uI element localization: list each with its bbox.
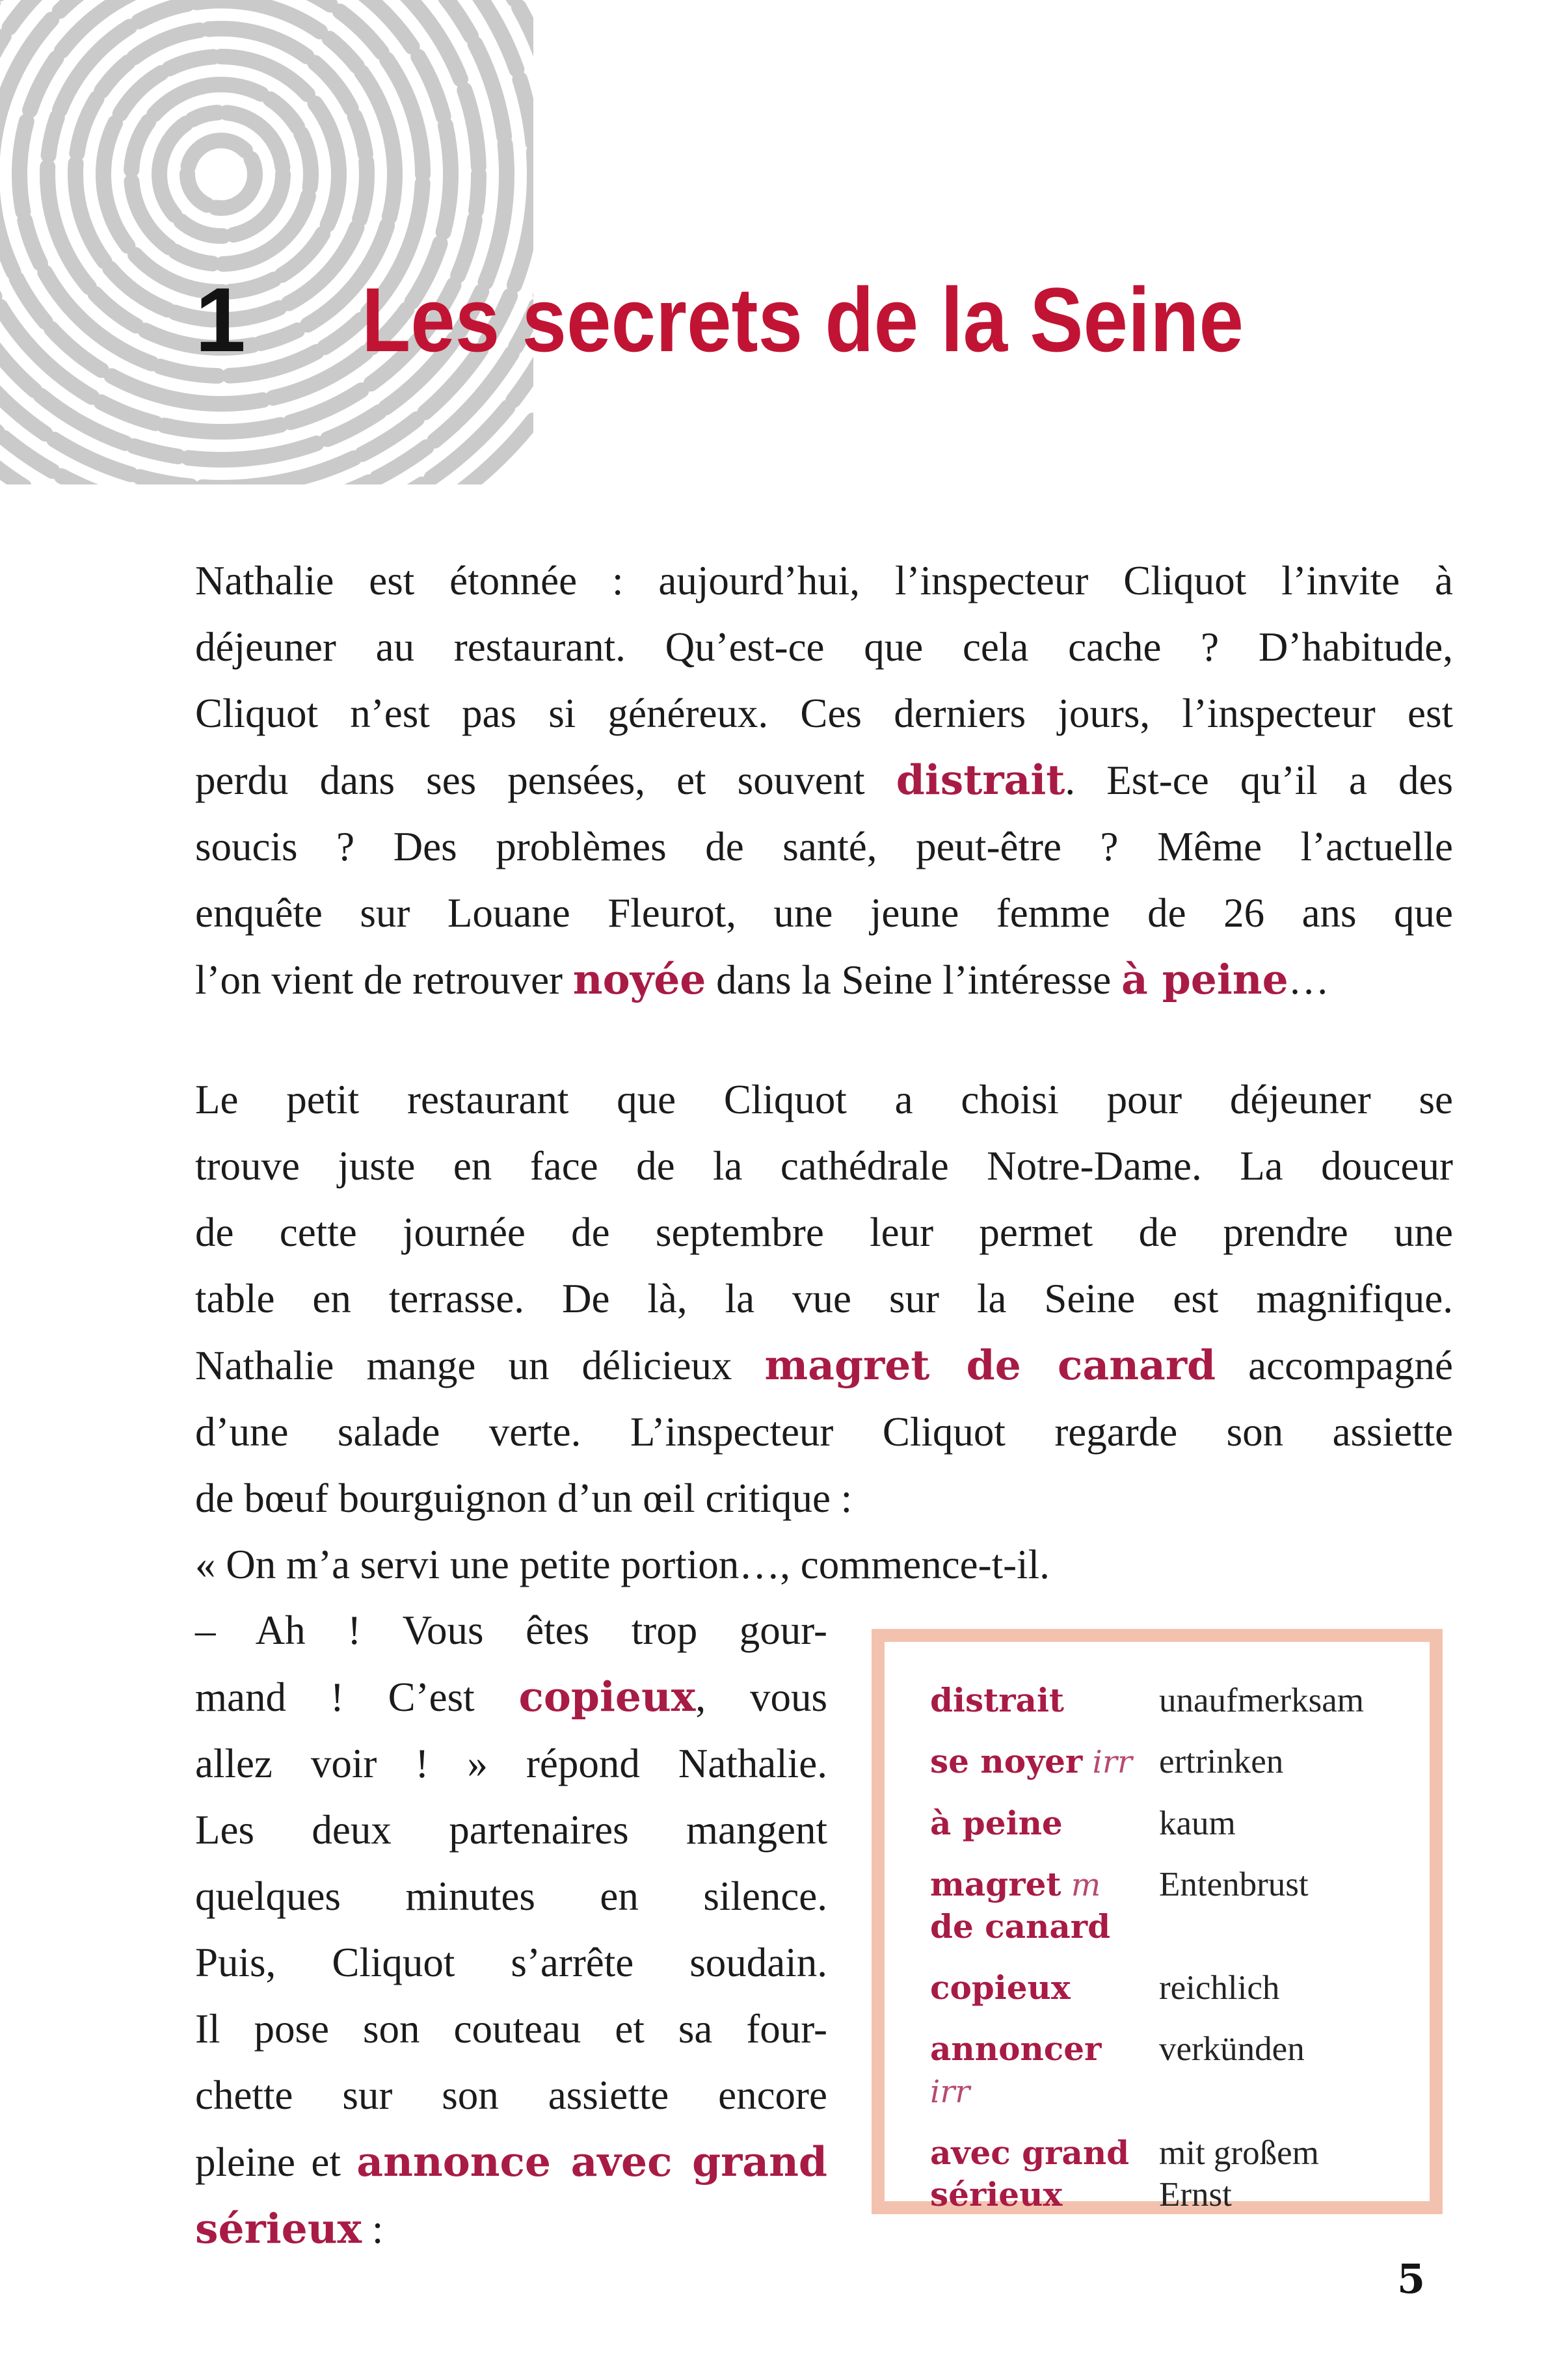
- text-run: copieux: [930, 1968, 1071, 2007]
- highlighted-word: annonce avec grand: [356, 2137, 827, 2186]
- text-line: [195, 1465, 1453, 1531]
- text-run: accompagné: [1216, 1343, 1453, 1388]
- text-run: avec grand sérieux: [930, 2134, 1130, 2214]
- text-line: [195, 1332, 1453, 1399]
- text-run: distrait: [930, 1681, 1065, 1719]
- text-line: [195, 1597, 827, 1663]
- text-run: soucis ? Des problèmes de santé, peut-être ? Même l’actuelle: [195, 824, 1453, 869]
- vocab-row: [930, 1864, 1430, 1948]
- highlighted-word: magret de canard: [764, 1341, 1216, 1389]
- text-line: [195, 813, 1453, 880]
- text-run: à peine: [930, 1804, 1063, 1842]
- text-run: perdu dans ses pensées, et souvent: [195, 758, 896, 803]
- text-run: Cliquot n’est pas si généreux. Ces derniers jours, l’inspecteur est: [195, 691, 1453, 736]
- text-line: [195, 1531, 1453, 1598]
- text-run: magret: [930, 1865, 1061, 1903]
- vocab-box: [872, 1629, 1443, 2214]
- text-line: [195, 946, 1453, 1013]
- chapter-number: 1: [195, 269, 246, 371]
- vocab-translation-de: reichlich: [1159, 1969, 1280, 2007]
- text-run: Les deux partenaires mangent: [195, 1807, 827, 1853]
- text-run: mand ! C’est: [195, 1674, 519, 1720]
- text-line: [195, 1797, 827, 1863]
- text-line: [195, 1663, 827, 1730]
- text-run: annoncer: [930, 2030, 1102, 2068]
- vocab-row: [930, 1680, 1430, 1721]
- text-line: [195, 880, 1453, 946]
- text-line: [195, 1066, 1453, 1133]
- text-run: . Est-ce qu’il a des: [1065, 758, 1453, 803]
- text-run: quelques minutes en silence.: [195, 1873, 827, 1919]
- vocab-translation-de: mit großem Ernst: [1159, 2134, 1319, 2214]
- vocab-translation-de: Entenbrust: [1159, 1866, 1309, 1903]
- text-run: d’une salade verte. L’inspecteur Cliquot regarde son assiette: [195, 1409, 1453, 1455]
- text-line: [195, 1399, 1453, 1465]
- text-line: [195, 2128, 827, 2195]
- vocab-term-fr: [930, 1864, 1149, 1948]
- highlighted-word: à peine: [1121, 955, 1288, 1003]
- text-run: Puis, Cliquot s’arrête soudain.: [195, 1940, 827, 1985]
- text-line: [195, 2195, 827, 2262]
- vocab-row: [930, 1803, 1430, 1844]
- vocab-term-fr: [930, 2028, 1149, 2113]
- fingerprint-graphic: [0, 0, 533, 484]
- vocab-translation-de: ertrinken: [1159, 1743, 1284, 1780]
- vocab-row: [930, 2028, 1430, 2113]
- story-paragraph-1: [195, 548, 1453, 1013]
- highlighted-word: noyée: [572, 955, 706, 1003]
- text-run: se noyer: [930, 1742, 1083, 1780]
- text-line: [195, 1996, 827, 2062]
- vocab-translation-de: unaufmerksam: [1159, 1682, 1364, 1719]
- vocab-term-fr: [930, 2132, 1149, 2215]
- text-run: :: [362, 2206, 384, 2252]
- text-run: de cette journée de septembre leur permet de prendre une: [195, 1210, 1453, 1255]
- vocab-term-fr: [930, 1803, 1149, 1844]
- text-run: dans la Seine l’intéresse: [706, 957, 1121, 1003]
- text-run: table en terrasse. De là, la vue sur la Seine est magnifique.: [195, 1276, 1453, 1321]
- vocab-row: [930, 1741, 1430, 1783]
- vocab-row: [930, 1967, 1430, 2009]
- text-run: l’on vient de retrouver: [195, 957, 573, 1003]
- text-run: Il pose son couteau et sa four-: [195, 2006, 827, 2052]
- text-line: [195, 1199, 1453, 1265]
- text-line: [195, 1929, 827, 1996]
- text-line: [195, 1133, 1453, 1199]
- highlighted-word: m: [1061, 1867, 1101, 1903]
- text-run: …: [1288, 957, 1329, 1003]
- text-run: Le petit restaurant que Cliquot a choisi pour déjeuner se: [195, 1077, 1453, 1122]
- story-paragraph-3-narrow: [195, 1597, 827, 2262]
- vocab-term-fr: [930, 1680, 1149, 1721]
- text-run: « On m’a servi une petite portion…, commence-t-il.: [195, 1542, 1050, 1587]
- text-line: [195, 1730, 827, 1797]
- highlighted-word: distrait: [896, 756, 1065, 804]
- text-run: enquête sur Louane Fleurot, une jeune femme de 26 ans que: [195, 890, 1453, 936]
- text-line: [195, 548, 1453, 614]
- vocab-translation-de: verkünden: [1159, 2030, 1305, 2068]
- highlighted-word: irr: [930, 2074, 970, 2110]
- story-paragraph-2: [195, 1066, 1453, 1598]
- highlighted-word: copieux: [518, 1673, 696, 1721]
- highlighted-word: sérieux: [195, 2204, 362, 2253]
- text-line: [195, 747, 1453, 813]
- text-run: trouve juste en face de la cathédrale Notre-Dame. La douceur: [195, 1143, 1453, 1189]
- page-title: Les secrets de la Seine: [362, 269, 1244, 371]
- text-line: [195, 614, 1453, 680]
- page-number: 5: [1397, 2255, 1426, 2303]
- text-run: – Ah ! Vous êtes trop gour-: [195, 1607, 827, 1653]
- text-line: [195, 1863, 827, 1929]
- text-run: , vous: [695, 1674, 827, 1720]
- text-run: allez voir ! » répond Nathalie.: [195, 1741, 827, 1786]
- text-run: pleine et: [195, 2139, 357, 2185]
- text-run: Nathalie est étonnée : aujourd’hui, l’inspecteur Cliquot l’invite à: [195, 558, 1453, 603]
- text-run: de bœuf bourguignon d’un œil critique :: [195, 1475, 853, 1521]
- vocab-term-fr: [930, 1741, 1149, 1783]
- text-line: [195, 2062, 827, 2128]
- text-run: déjeuner au restaurant. Qu’est-ce que cela cache ? D’habitude,: [195, 624, 1453, 670]
- vocab-term-fr: [930, 1967, 1149, 2009]
- text-run: chette sur son assiette encore: [195, 2072, 827, 2118]
- vocab-translation-de: kaum: [1159, 1805, 1236, 1842]
- text-run: de canard: [930, 1907, 1111, 1946]
- text-run: Nathalie mange un délicieux: [195, 1343, 765, 1388]
- highlighted-word: irr: [1082, 1744, 1132, 1780]
- vocab-row: [930, 2132, 1430, 2215]
- text-line: [195, 680, 1453, 747]
- text-line: [195, 1265, 1453, 1332]
